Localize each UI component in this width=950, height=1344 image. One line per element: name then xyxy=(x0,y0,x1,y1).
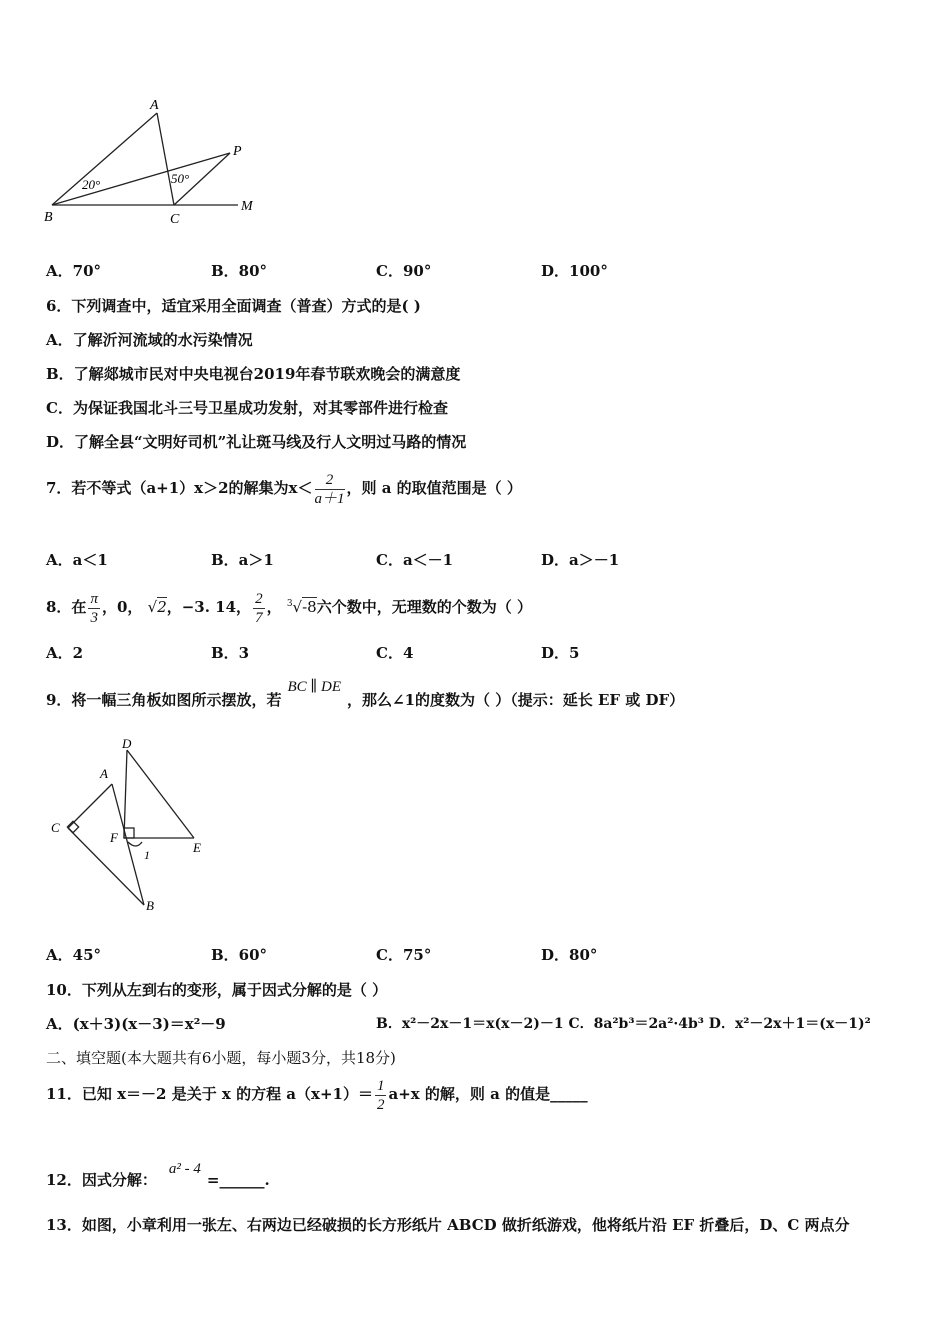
q5-option-b: B．80° xyxy=(211,262,268,280)
q5-option-c: C．90° xyxy=(376,262,432,280)
q8-cube-index: 3 xyxy=(286,599,293,609)
q8-pi-den: 3 xyxy=(90,609,98,626)
q8-frac-num: 2 xyxy=(255,590,263,607)
q5-option-d: D．100° xyxy=(541,262,608,280)
q11-stem-b: a+x 的解，则 a 的值是_____ xyxy=(388,1085,588,1103)
q9-option-c: C．75° xyxy=(376,946,432,964)
q6-option-a: A．了解沂河流域的水污染情况 xyxy=(46,331,253,349)
segment-bp xyxy=(52,153,230,205)
q9-option-a: A．45° xyxy=(46,946,102,964)
q7-numerator: 2 xyxy=(315,471,345,490)
q8-option-a: A．2 xyxy=(46,644,84,662)
section-2-title: 二、填空题(本大题共有6小题，每小题3分，共18分) xyxy=(46,1049,396,1067)
q8-pi-fraction xyxy=(88,590,100,627)
label-a: A xyxy=(150,98,159,113)
q9-option-b: B．60° xyxy=(211,946,268,964)
q6-option-d: D．了解全县“文明好司机”礼让斑马线及行人文明过马路的情况 xyxy=(46,433,467,451)
q7-denominator: a＋1 xyxy=(314,490,345,507)
angle-20: 20° xyxy=(82,177,101,192)
q12-expression: a² - 4 xyxy=(168,1161,201,1177)
figure-q5 xyxy=(40,95,280,230)
q7-option-b: B．a＞1 xyxy=(211,551,274,569)
q8-part3: ， xyxy=(266,598,282,616)
q8-part2: ，−3. 14， xyxy=(166,598,252,616)
q12-stem-a: 12．因式分解： xyxy=(46,1171,157,1189)
label-c9: C xyxy=(51,820,60,835)
q7-stem-a: 7．若不等式（a+1）x＞2的解集为x＜ xyxy=(46,479,313,497)
label-p: P xyxy=(233,144,242,159)
q11-numerator: 1 xyxy=(376,1077,385,1094)
q7-fraction xyxy=(315,471,345,508)
figure-q9 xyxy=(40,738,230,918)
q10-stem: 10．下列从左到右的变形，属于因式分解的是（ ） xyxy=(46,981,388,999)
segment-ba xyxy=(52,113,157,205)
q11-denominator: 2 xyxy=(376,1096,385,1113)
q6-option-b: B．了解郯城市民对中央电视台2019年春节联欢晚会的满意度 xyxy=(46,365,461,383)
label-d: D xyxy=(122,738,132,751)
q8-sqrt2-radicand: 2 xyxy=(157,598,167,616)
q8-stem-a: 8．在 xyxy=(46,598,87,616)
segment-ca xyxy=(68,784,112,828)
q7-option-d: D．a＞－1 xyxy=(541,551,620,569)
label-e: E xyxy=(193,840,201,855)
q8-part1: ，0， xyxy=(101,598,143,616)
q8-frac-2-7 xyxy=(253,590,265,627)
q6-option-c: C．为保证我国北斗三号卫星成功发射，对其零部件进行检查 xyxy=(46,399,448,417)
angle-1-arc xyxy=(128,842,142,846)
q8-stem xyxy=(46,584,532,627)
q7-option-a: A．a＜1 xyxy=(46,551,108,569)
q8-option-d: D．5 xyxy=(541,644,580,662)
q9-option-d: D．80° xyxy=(541,946,598,964)
segment-ac xyxy=(157,113,174,205)
q10-option-a: A．(x＋3)(x－3)＝x²－9 xyxy=(46,1015,226,1033)
q11-stem xyxy=(46,1074,588,1114)
q12-stem-b: =______. xyxy=(206,1171,270,1189)
q6-stem: 6．下列调查中，适宜采用全面调查（普查）方式的是( ) xyxy=(46,297,421,315)
label-a9: A xyxy=(100,766,108,781)
segment-df xyxy=(124,750,127,838)
q9-stem xyxy=(46,679,685,711)
q11-fraction xyxy=(375,1077,387,1114)
q9-stem-b: ，那么∠1的度数为（ ）（提示：延长 EF 或 DF） xyxy=(347,691,685,709)
segment-cb xyxy=(68,828,144,905)
q11-stem-a: 11．已知 x＝－2 是关于 x 的方程 a（x+1）＝ xyxy=(46,1085,373,1103)
q13-stem: 13．如图，小章利用一张左、右两边已经破损的长方形纸片 ABCD 做折纸游戏，他将纸片沿 EF 折叠后，D、C 两点分 xyxy=(46,1216,850,1234)
q8-option-c: C．4 xyxy=(376,644,414,662)
label-b9: B xyxy=(146,898,154,913)
q7-stem-b: ，则 a 的取值范围是（ ） xyxy=(346,479,522,497)
q5-option-a: A．70° xyxy=(46,262,102,280)
q9-condition: BC ∥ DE xyxy=(287,679,342,695)
q8-option-b: B．3 xyxy=(211,644,250,662)
q12-stem xyxy=(46,1161,270,1191)
q8-cube-radicand: -8 xyxy=(302,598,317,616)
label-m: M xyxy=(241,199,253,214)
q9-stem-a: 9．将一幅三角板如图所示摆放，若 xyxy=(46,691,282,709)
q7-stem xyxy=(46,468,522,508)
q8-stem-b: 六个数中，无理数的个数为（ ） xyxy=(316,598,532,616)
q10-options-bcd: B．x²－2x－1＝x(x－2)－1 C．8a²b³＝2a²·4b³ D．x²－2x＋1＝(x－1)² xyxy=(376,1016,871,1032)
segment-de xyxy=(127,750,194,838)
angle-50: 50° xyxy=(171,171,190,186)
label-1: 1 xyxy=(144,848,150,862)
q8-sqrt2: √2 xyxy=(147,598,167,616)
label-c: C xyxy=(170,212,180,227)
q7-option-c: C．a＜－1 xyxy=(376,551,454,569)
q8-frac-den: 7 xyxy=(255,609,263,626)
q8-pi-num: π xyxy=(90,590,98,607)
q8-cuberoot: $^3$√-8 xyxy=(286,598,317,616)
label-f: F xyxy=(110,830,118,845)
label-b: B xyxy=(44,210,53,225)
